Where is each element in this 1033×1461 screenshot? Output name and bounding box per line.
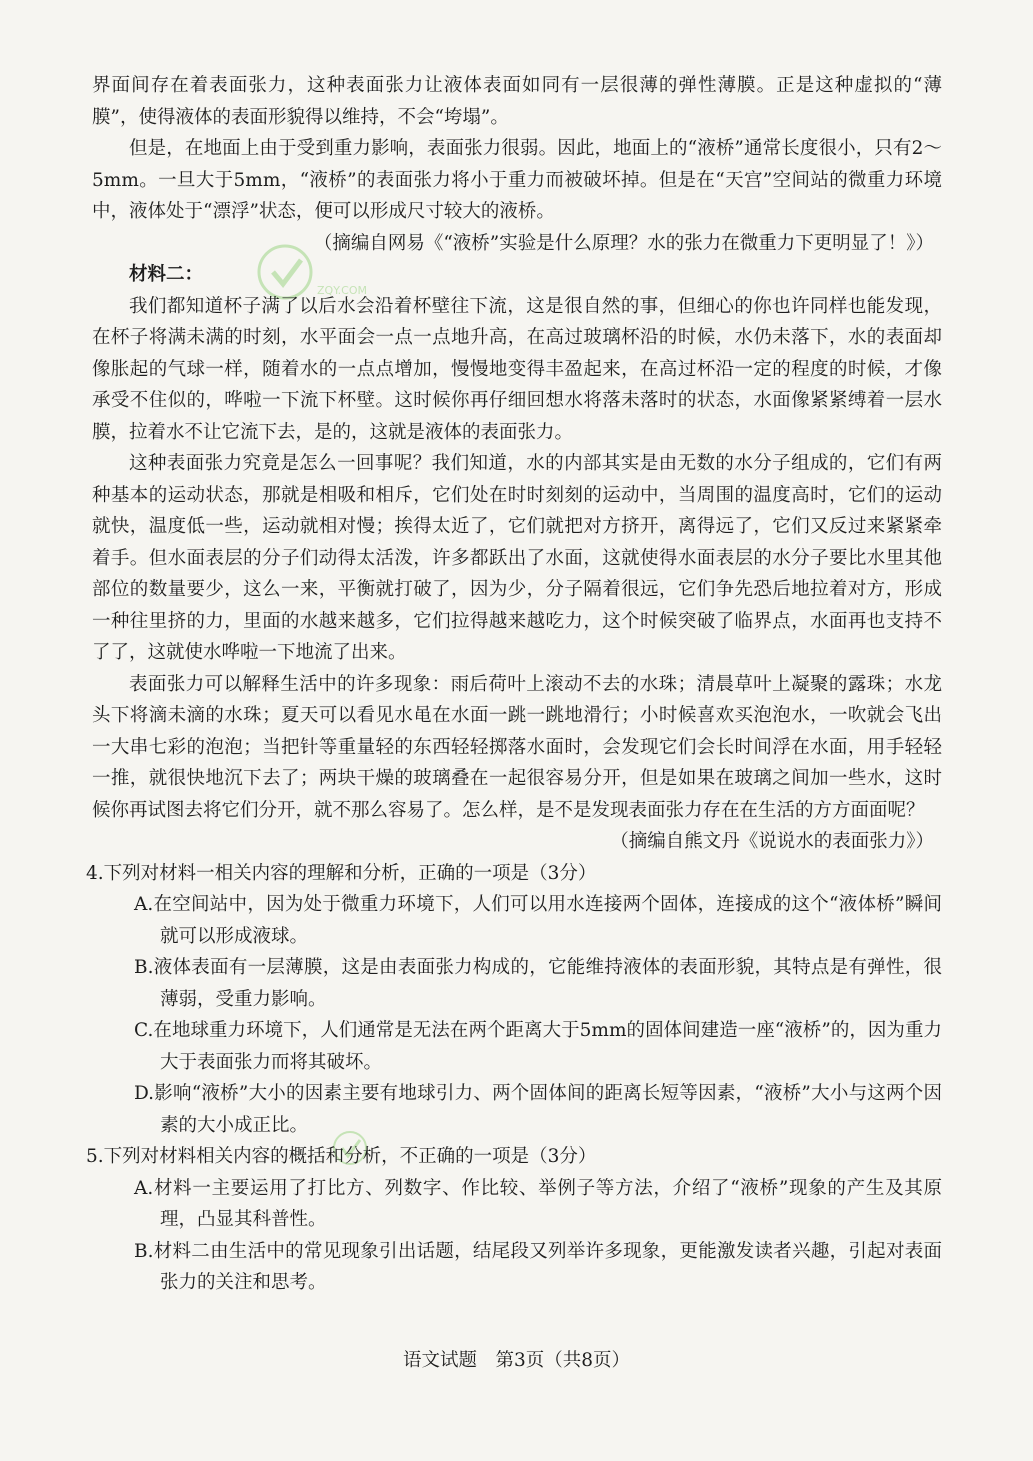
question-5-option-a: A.材料一主要运用了打比方、列数字、作比较、举例子等方法，介绍了“液桥”现象的产生及其原理，凸显其科普性。 [134, 1177, 942, 1230]
material2-paragraph-1: 我们都知道杯子满了以后水会沿着杯壁往下流，这是很自然的事，但细心的你也许同样也能发现，在杯子将满未满的时刻，水平面会一点一点地升高，在高过玻璃杯沿的时候，水仍未落下，水的表面却像胀起的气球一样，随着水的一点点增加，慢慢地变得丰盈起来，在高过杯沿一定的程度的时候，才像承受不住似的，哗啦一下流下杯壁。这时候你再仔细回想水将落未落时的状态，水面像紧紧缚着一层水膜，拉着水不让它流下去，是的，这就是液体的表面张力。 [92, 295, 942, 443]
material1-paragraph-2: 但是，在地面上由于受到重力影响，表面张力很弱。因此，地面上的“液桥”通常长度很小，只有2～5mm。一旦大于5mm，“液桥”的表面张力将小于重力而被破坏掉。但是在“天宫”空间站的微重力环境中，液体处于“漂浮”状态，便可以形成尺寸较大的液桥。 [92, 138, 942, 222]
question-4-stem: 4.下列对材料一相关内容的理解和分析，正确的一项是（3分） [86, 862, 597, 884]
question-5-option-b: B.材料二由生活中的常见现象引出话题，结尾段又列举许多现象，更能激发读者兴趣，引起对表面张力的关注和思考。 [134, 1240, 942, 1293]
page-footer: 语文试题 第3页（共8页） [402, 1350, 631, 1371]
material1-source: （摘编自网易《“液桥”实验是什么原理？水的张力在微重力下更明显了！》） [313, 232, 934, 254]
question-4-option-a: A.在空间站中，因为处于微重力环境下，人们可以用水连接两个固体，连接成的这个“液体桥”瞬间就可以形成液球。 [134, 894, 942, 947]
question-4-option-c: C.在地球重力环境下，人们通常是无法在两个距离大于5mm的固体间建造一座“液桥”的，因为重力大于表面张力而将其破坏。 [134, 1020, 942, 1073]
question-5-stem: 5.下列对材料相关内容的概括和分析，不正确的一项是（3分） [86, 1146, 597, 1167]
material2-paragraph-2: 这种表面张力究竟是怎么一回事呢？我们知道，水的内部其实是由无数的水分子组成的，它们有两种基本的运动状态，那就是相吸和相斥，它们处在时时刻刻的运动中，当周围的温度高时，它们的运动就快，温度低一些，运动就相对慢；挨得太近了，它们就把对方挤开，离得远了，它们又反过来紧紧牵着手。但水面表层的分子们动得太活泼，许多都跃出了水面，这就使得水面表层的水分子要比水里其他部位的数量要少，这么一来，平衡就打破了，因为少，分子隔着很远，它们争先恐后地拉着对方，形成一种往里挤的力，里面的水越来越多，它们拉得越来越吃力，这个时候突破了临界点，水面再也支持不了了，这就使水哗啦一下地流了出来。 [92, 453, 942, 663]
material2-heading: 材料二： [129, 264, 204, 285]
material1-paragraph-1: 界面间存在着表面张力，这种表面张力让液体表面如同有一层很薄的弹性薄膜。正是这种虚拟的“薄膜”，使得液体的表面形貌得以维持，不会“垮塌”。 [92, 75, 942, 128]
exam-page [86, 70, 942, 1299]
material2-source: （摘编自熊文丹《说说水的表面张力》） [610, 831, 934, 852]
question-4-option-d: D.影响“液桥”大小的因素主要有地球引力、两个固体间的距离长短等因素，“液桥”大小与这两个因素的大小成正比。 [134, 1083, 942, 1136]
question-4-option-b: B.液体表面有一层薄膜，这是由表面张力构成的，它能维持液体的表面形貌，其特点是有弹性，很薄弱，受重力影响。 [134, 957, 942, 1010]
material2-paragraph-3: 表面张力可以解释生活中的许多现象：雨后荷叶上滚动不去的水珠；清晨草叶上凝聚的露珠；水龙头下将滴未滴的水珠；夏天可以看见水黾在水面一跳一跳地滑行；小时候喜欢买泡泡水，一吹就会飞出一大串七彩的泡泡；当把针等重量轻的东西轻轻掷落水面时，会发现它们会长时间浮在水面，用手轻轻一推，就很快地沉下去了；两块干燥的玻璃叠在一起很容易分开，但是如果在玻璃之间加一些水，这时候你再试图去将它们分开，就不那么容易了。怎么样，是不是发现表面张力存在在生活的方方面面呢？ [92, 673, 942, 821]
watermark-text: ZQY.COM [317, 284, 368, 297]
